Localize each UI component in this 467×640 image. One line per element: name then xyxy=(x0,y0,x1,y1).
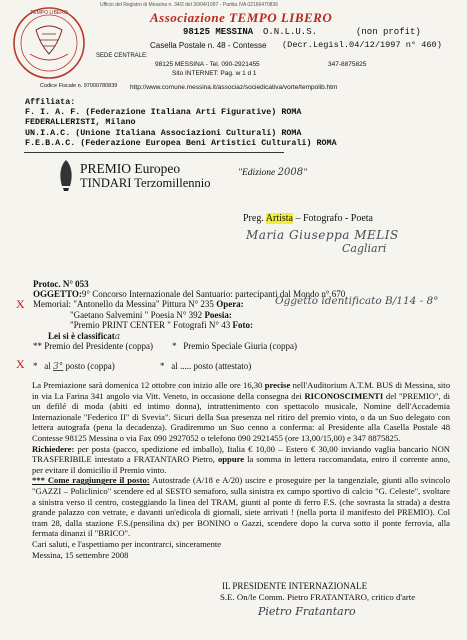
fax-line: 347-8875825 xyxy=(328,61,367,68)
premio-giuria xyxy=(172,341,297,351)
website-url: http://www.comune.messina.it/associaz/sociedicativa/vorte/tempolib.htm xyxy=(130,84,338,91)
affiliation-line: F. I. A. F. (Federazione Italiana Arti Figurative) ROMA xyxy=(25,107,302,118)
svg-text:TEMPO LIBERO: TEMPO LIBERO xyxy=(30,10,68,16)
recipient-prefix: Preg. xyxy=(243,213,266,224)
paragraph-text: La Premiazione sarà domenica 12 ottobre con inizio alle ore 16,30 xyxy=(32,380,265,390)
paragraph-emphasis: oppure xyxy=(217,454,245,465)
recipient-suffix: – Fotografo - Poeta xyxy=(293,213,373,224)
paragraph-emphasis: precise xyxy=(264,380,291,390)
prize-emblem-icon xyxy=(57,158,75,192)
print-center-text: "Premio PRINT CENTER " Fotografi N° 43 xyxy=(70,320,233,330)
org-status: O.N.L.U.S. xyxy=(263,27,318,37)
phone-line: 98125 MESSINA - Tel. 090-2921455 xyxy=(155,61,260,68)
premio-presidente-text: ** Premio del Presidente (coppa) xyxy=(33,341,153,351)
prize-title: PREMIO Europeo xyxy=(80,161,181,176)
association-seal-logo xyxy=(6,4,92,82)
memorial-label: Memorial: xyxy=(33,299,74,309)
star-mark: * xyxy=(172,341,177,351)
body-text xyxy=(32,380,450,560)
recipient-title xyxy=(243,213,373,224)
recipient-city: Cagliari xyxy=(342,242,387,255)
closing-line: Cari saluti, e l'aspettiamo per incontrarci, sinceramente xyxy=(32,538,222,549)
non-profit-label: (non profit) xyxy=(356,27,421,37)
oggetto-text: 9° Concorso Internazionale del Santuario: partecipanti dal Mondo n° 670 xyxy=(81,289,346,299)
memorial-text: "Antonello da Messina" Pittura N° 235 xyxy=(73,299,217,309)
classification-suffix: a xyxy=(114,332,121,342)
posto-prefix: al xyxy=(44,361,53,371)
registry-note: Ufficio del Registro di Messina n. 34/2 del 30/04/1997 - Partita IVA 02166470836 xyxy=(100,2,278,8)
paragraph-emphasis: RICONOSCIMENTI xyxy=(304,390,384,401)
posto-attestato xyxy=(160,361,251,371)
star-mark: * xyxy=(160,361,165,371)
sede-label: SEDE CENTRALE: xyxy=(96,53,148,59)
paragraph-directions xyxy=(32,475,450,539)
paragraph-text: Autostrade (A/18 e A/20) uscire e proseguire per la tangenziale, giunti allo svincolo "GAZZI – Policlinico" scendere ed al SESTO semaforo, sulla sinistra ex campo sportivo di calcio "G. Celeste", svoltare a sinistra verso il centro, costeggiando la linea del TRAM, giunti al ponte di ferro F.S. (che sovrasta la strada) a destra grande palazzo con vetrate, e davanti un'edicola di giornali, siete arrivati ! (nella porta il manifesto del PREMIO). Col tram 28, dalla stazione F.S.(pensilina dx) per BONINO o Gazzi, scendere dopo la curva sotto il ponte ferrovia, alla fermata dinanzi il "BRICO". xyxy=(32,475,451,539)
org-name: TEMPO LIBERO xyxy=(229,10,333,25)
edition-word: Edizione xyxy=(242,168,276,178)
posto-attestato-text: al ..... posto (attestato) xyxy=(171,361,252,371)
premio-giuria-text: Premio Speciale Giuria (coppa) xyxy=(183,341,297,351)
opera-handwritten: Oggetto identificato B/114 - 8° xyxy=(275,295,439,307)
poesia-label: Poesia: xyxy=(204,310,232,320)
org-name-heading xyxy=(150,10,332,26)
prize-subtitle: TINDARI Terzomillennio xyxy=(80,176,211,190)
recipient-name: Maria Giuseppa MELIS xyxy=(246,228,399,242)
paragraph-premiazione xyxy=(32,380,450,444)
classification-text: Lei si è classificat xyxy=(48,331,115,341)
salvemini-text: "Gaetano Salvemini " Poesia N° 392 xyxy=(70,310,205,320)
posto-number: 3° xyxy=(53,362,64,372)
paragraph-text: per posta (pacco, spedizione ed imballo), Italia € 10,00 – Estero € 30,00 inviando vaglia bancario NON TRASFERIBILE intestato a FRATANTARO Pietro, xyxy=(32,443,450,465)
memorial-line xyxy=(33,299,244,309)
affiliation-line: FEDERALLERISTI, Milano xyxy=(25,117,136,128)
protocol-number: Protoc. N° 053 xyxy=(33,279,89,289)
paragraph-emphasis: Richiedere: xyxy=(32,443,75,454)
cross-mark: X xyxy=(16,297,25,311)
divider xyxy=(24,152,284,153)
signature-title: IL PRESIDENTE INTERNAZIONALE xyxy=(222,581,368,591)
affiliation-line: UN.I.A.C. (Unione Italiana Associazioni Culturali) ROMA xyxy=(25,127,302,138)
oggetto-label: OGGETTO: xyxy=(33,289,82,299)
paragraph-emphasis: *** Come raggiungere il posto: xyxy=(32,475,150,486)
affiliation-line: F.E.B.A.C. (Federazione Europea Beni Artistici Culturali) ROMA xyxy=(25,137,337,148)
premio-presidente xyxy=(33,341,153,351)
codice-fiscale: Codice Fiscale n. 97000780839 xyxy=(40,83,118,89)
salvemini-line xyxy=(70,310,232,320)
paragraph-text: nell'Auditorium A.T.M. BUS di Messina, sito in via La Farina 341 angolo via Vitt. Veneto, in occasione della consegna dei xyxy=(32,380,450,401)
posto-coppa xyxy=(33,361,115,372)
org-address: 98125 MESSINA xyxy=(183,27,254,37)
site-label: Sito INTERNET: Pag. w 1 d 1 xyxy=(172,70,257,77)
paragraph-text: la somma in lettera raccomandata, entro il corrente anno, per evitare il domicilio il Premio vinto. xyxy=(32,454,450,475)
org-prefix: Associazione xyxy=(150,10,226,25)
recipient-highlight: Artista xyxy=(265,213,293,224)
affiliations-block xyxy=(25,97,337,148)
signature-name: S.E. On/le Comm. Pietro FRATANTARO, critico d'arte xyxy=(220,592,416,602)
print-center-line xyxy=(70,320,253,330)
handwritten-signature: Pietro Fratantaro xyxy=(258,605,356,618)
posto-suffix: posto (coppa) xyxy=(63,361,115,371)
paragraph-text: del "PREMIO", di un defilé di moda (abiti ed intimo donna), intrattenimento con spettacolo musicale, Nomine dell'Accademia Internazionale "Federico II" di Svevia". Sicuri della Sua presenza nel ritiro del premio vinto, o da un Suo delegato con lettera autografa (pena la decadenza). Gradiremmo un Suo cenno a conferma: al Presidente alla Casella Postale 48 Contesse 98125 Messina o via Fax 090 2927052 o telefono 090 2921455 (ore 13,00/15,00) e 347 8875825. xyxy=(32,390,451,443)
edition-year: 2008 xyxy=(277,167,304,178)
affiliations-heading: Affiliata: xyxy=(25,97,76,107)
star-mark: * xyxy=(33,361,38,371)
date-line: Messina, 15 settembre 2008 xyxy=(32,549,129,560)
cross-mark: X xyxy=(16,357,25,371)
edition-label: "Edizione 2008" xyxy=(238,167,308,178)
postal-box: Casella Postale n. 48 - Contesse xyxy=(150,41,267,50)
decree-reference: (Decr.Legisl.04/12/1997 n° 460) xyxy=(282,40,442,50)
opera-label: Opera: xyxy=(216,299,244,309)
foto-label: Foto: xyxy=(232,320,254,330)
paragraph-richiedere xyxy=(32,444,450,476)
